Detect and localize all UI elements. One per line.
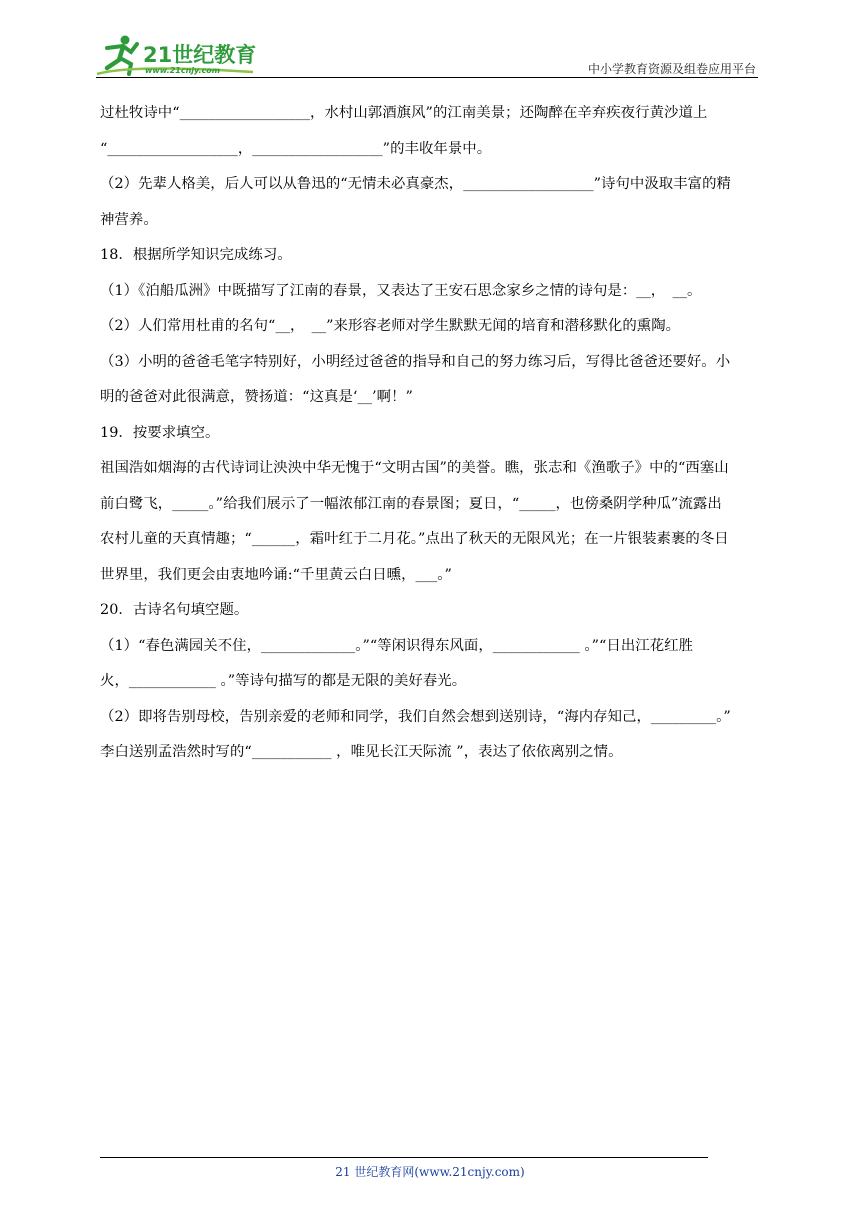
text-line: 20．古诗名句填空题。 [100, 602, 249, 618]
text-line: 前白鹭飞，_____。”给我们展示了一幅浓郁江南的春景图；夏日，“_____，也傍桑阴学种瓜”流露出 [100, 495, 722, 512]
footer-divider [100, 1157, 708, 1158]
text-line: “__________________，__________________”的丰收年景中。 [100, 140, 492, 157]
text-line: （3）小明的爸爸毛笔字特别好，小明经过爸爸的指导和自己的努力练习后，写得比爸爸还要好。小 [100, 353, 731, 370]
platform-name: 中小学教育资源及组卷应用平台 [587, 62, 756, 76]
text-line: 祖国浩如烟海的古代诗词让泱泱中华无愧于“文明古国”的美誉。瞧，张志和《渔歌子》中的“西塞山 [100, 460, 729, 476]
text-line: （1）《泊船瓜洲》中既描写了江南的春景，又表达了王安石思念家乡之情的诗句是：__， __。 [100, 282, 702, 299]
footer-text[interactable]: 21 世纪教育网(www.21cnjy.com) [335, 1165, 525, 1179]
text-line: 世界里，我们更会由衷地吟诵:“千里黄云白日曛，___。” [100, 566, 452, 583]
document-body [100, 96, 762, 771]
logo-runner-icon [93, 34, 263, 78]
site-logo[interactable] [93, 34, 263, 78]
text-line: 过杜牧诗中“__________________，水村山郭酒旗风”的江南美景；还陶醉在辛弃疾夜行黄沙道上 [100, 105, 708, 121]
text-line: （2）人们常用杜甫的名句“__， __”来形容老师对学生默默无闻的培育和潜移默化的熏陶。 [100, 318, 681, 334]
text-line: （2）即将告别母校，告别亲爱的老师和同学，我们自然会想到送别诗，“海内存知己，_________。” [100, 708, 731, 725]
header-divider [96, 77, 758, 78]
page-header [0, 0, 860, 80]
text-line: 农村儿童的天真情趣；“______，霜叶红于二月花。”点出了秋天的无限风光；在一片银装素裹的冬日 [100, 531, 729, 547]
text-line: 李白送别孟浩然时写的“___________ ，唯见长江天际流 ”，表达了依依离别之情。 [100, 744, 623, 760]
text-line: （2）先辈人格美，后人可以从鲁迅的“无情未必真豪杰，__________________”诗句中汲取丰富的精 [100, 176, 731, 192]
text-line: 18．根据所学知识完成练习。 [100, 247, 292, 263]
text-line: （1）“春色满园关不住，_____________。”“等闲识得东风面，____________ 。”“日出江花红胜 [100, 637, 694, 654]
svg-text:21世纪教育: 21世纪教育 [143, 43, 257, 67]
text-line: 19．按要求填空。 [100, 424, 220, 441]
text-line: 神营养。 [100, 211, 158, 228]
text-line: 明的爸爸对此很满意，赞扬道：“这真是‘__’啊！” [100, 389, 413, 405]
svg-text:www.21cnjy.com: www.21cnjy.com [145, 66, 221, 75]
text-line: 火，____________ 。”等诗句描写的都是无限的美好春光。 [100, 673, 467, 689]
